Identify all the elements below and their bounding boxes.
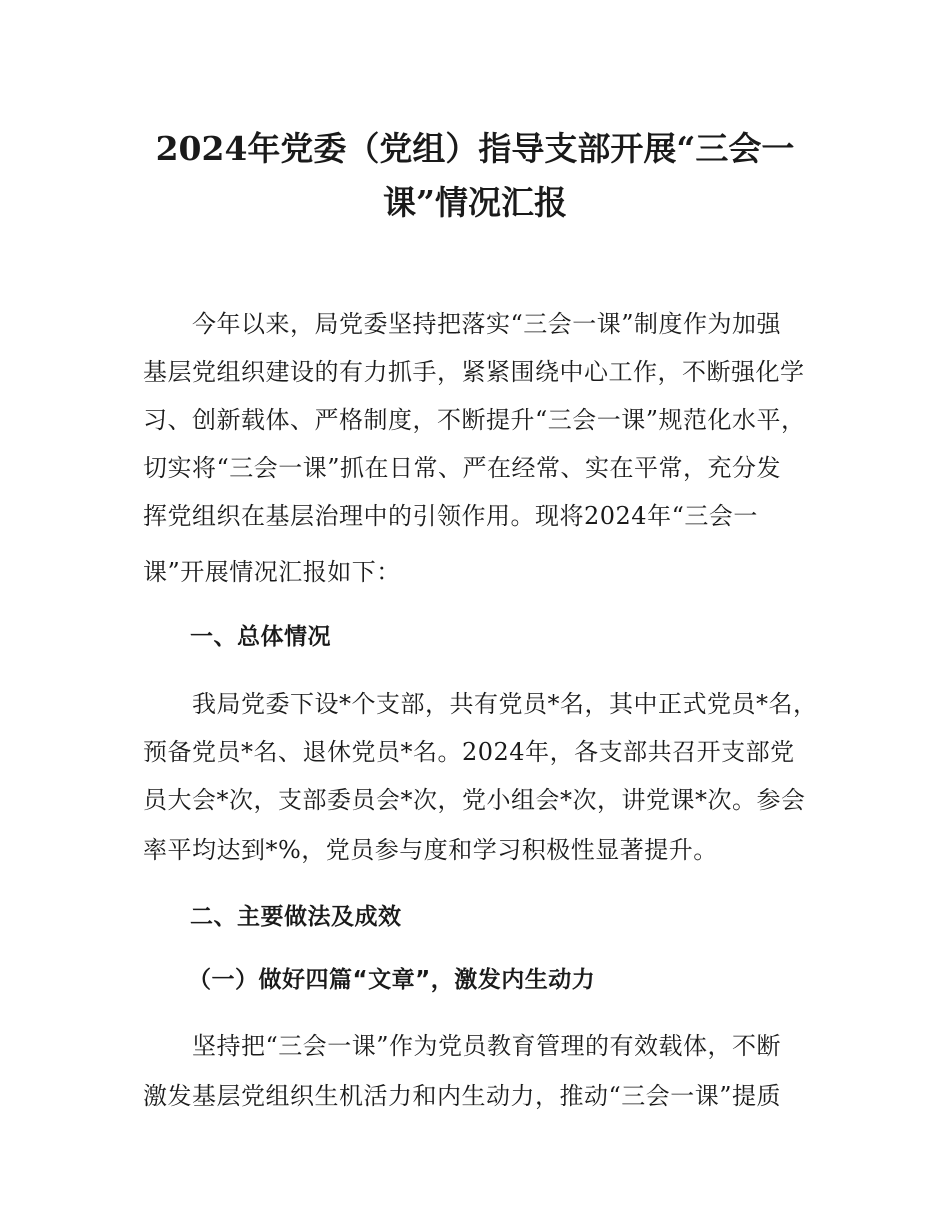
section-1-heading: 一、总体情况 — [190, 624, 331, 650]
section-1-line-4: 率平均达到*%，党员参与度和学习积极性显著提升。 — [143, 836, 718, 864]
intro-line-5: 挥党组织在基层治理中的引领作用。现将2024年“三会一 — [143, 502, 758, 530]
title-line-1: 2024年党委（党组）指导支部开展“三会一 — [155, 129, 795, 168]
section-2-heading: 二、主要做法及成效 — [190, 904, 402, 930]
section-1-line-3: 员大会*次，支部委员会*次，党小组会*次，讲党课*次。参会 — [143, 786, 806, 814]
section-1-line-1: 我局党委下设*个支部，共有党员*名，其中正式党员*名， — [192, 690, 818, 718]
subsection-1-line-1: 坚持把“三会一课”作为党员教育管理的有效载体，不断 — [192, 1032, 782, 1060]
intro-line-1: 今年以来，局党委坚持把落实“三会一课”制度作为加强 — [192, 310, 782, 338]
intro-line-4: 切实将“三会一课”抓在日常、严在经常、实在平常，充分发 — [143, 454, 782, 482]
section-1-line-2: 预备党员*名、退休党员*名。2024年，各支部共召开支部党 — [143, 738, 795, 766]
title-line-2: 课”情况汇报 — [383, 183, 567, 222]
subsection-1-heading: （一）做好四篇“文章”，激发内生动力 — [188, 967, 596, 993]
intro-line-3: 习、创新载体、严格制度，不断提升“三会一课”规范化水平， — [143, 406, 806, 434]
intro-line-6: 课”开展情况汇报如下： — [143, 558, 401, 586]
subsection-1-line-2: 激发基层党组织生机活力和内生动力，推动“三会一课”提质 — [143, 1082, 782, 1110]
intro-line-2: 基层党组织建设的有力抓手，紧紧围绕中心工作，不断强化学 — [143, 358, 805, 386]
